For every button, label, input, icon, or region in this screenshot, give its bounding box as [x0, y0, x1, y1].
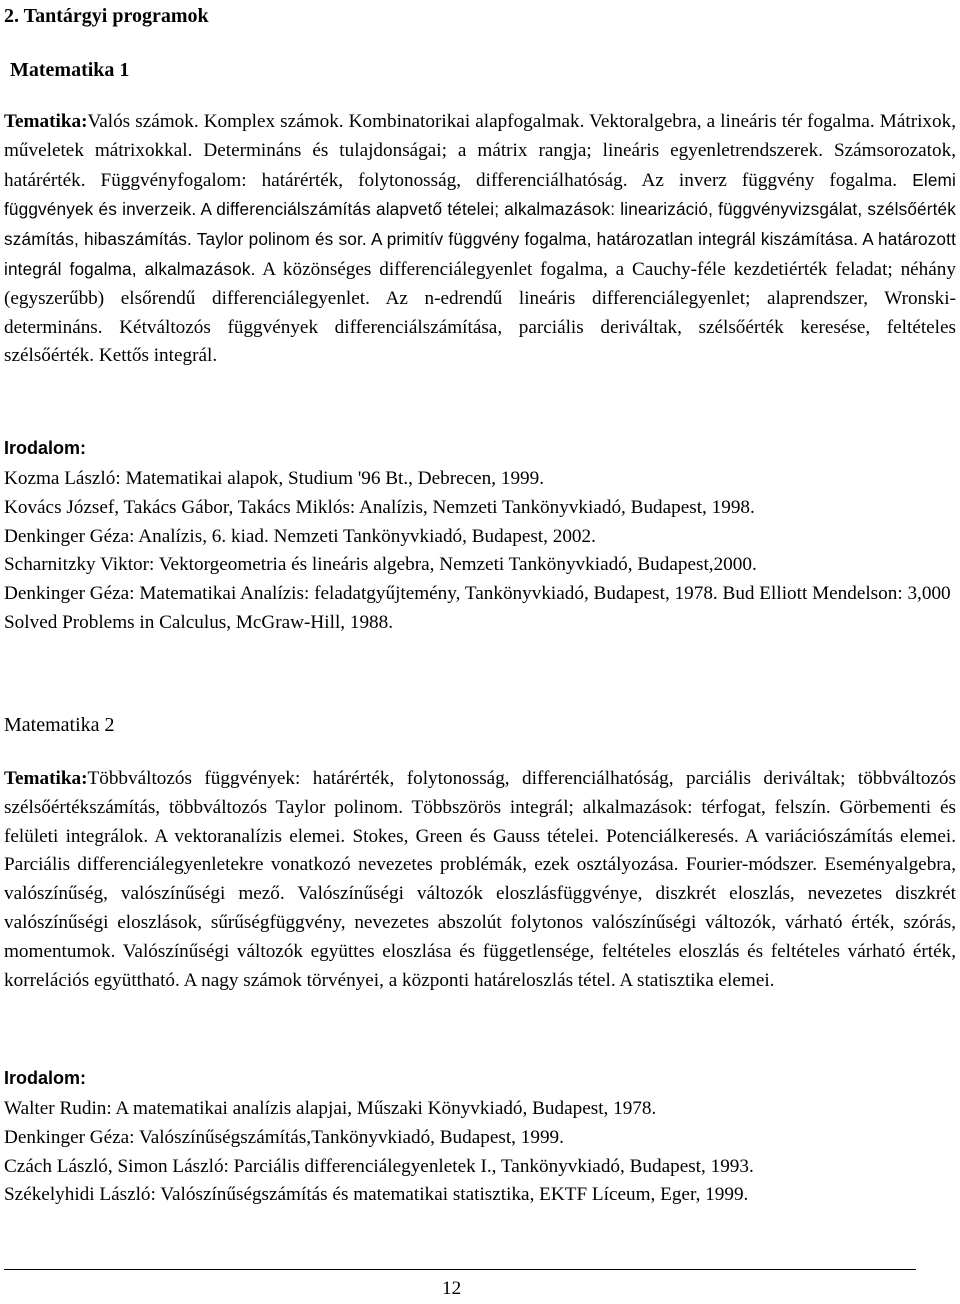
reference-item: Denkinger Géza: Analízis, 6. kiad. Nemzeti Tankönyvkiadó, Budapest, 2002.	[4, 525, 596, 547]
footer-divider	[4, 1269, 916, 1270]
course2-title: Matematika 2	[4, 714, 115, 736]
course1-reference-list	[4, 465, 956, 638]
reference-item: Czách László, Simon László: Parciális differenciálegyenletek I., Tankönyvkiadó, Budapest, 1993.	[4, 1155, 754, 1177]
course1-title: Matematika 1	[10, 59, 130, 81]
reference-item: Denkinger Géza: Matematikai Analízis: feladatgyűjtemény, Tankönyvkiadó, Budapest, 1978. Bud Elliott Mendelson: 3,000 Solved Problems in Calculus, McGraw-Hill, 1988.	[4, 583, 951, 633]
reference-item: Kozma László: Matematikai alapok, Studium '96 Bt., Debrecen, 1999.	[4, 468, 545, 489]
course1-tematika-label: Tematika:	[4, 111, 88, 132]
course1-irodalom-label: Irodalom:	[4, 438, 87, 458]
course2-irodalom-label: Irodalom:	[4, 1068, 87, 1088]
course1-tematika	[4, 108, 956, 371]
reference-item: Denkinger Géza: Valószínűségszámítás,Tankönyvkiadó, Budapest, 1999.	[4, 1126, 564, 1148]
course2-tematika-label: Tematika:	[4, 768, 88, 789]
section-title: 2. Tantárgyi programok	[4, 5, 209, 27]
reference-item: Scharnitzky Viktor: Vektorgeometria és lineáris algebra, Nemzeti Tankönyvkiadó, Budapest,2000.	[4, 554, 757, 576]
course2-reference-list	[4, 1095, 956, 1210]
course2-tematika-text: Többváltozós függvények: határérték, folytonosság, differenciálhatóság, parciális deriváltak; többváltozós szélsőértékszámítás, többváltozós Taylor polinom. Többszörös integrál; alkalmazások: térfogat, felszín. Görbementi és felületi integrálok. A vektoranalízis elemei. Stokes, Green és Gauss tételei. Potenciálkeresés. A variációszámítás elemei. Parciális differenciálegyenletekre vonatkozó nevezetes problémák, ezek osztályozása. Fourier-módszer. Eseményalgebra, valószínűség, valószínűségi mező. Valószínűségi változók eloszlásfüggvénye, diszkrét eloszlás, nevezetes diszkrét valószínűségi eloszlások, sűrűségfüggvény, nevezetes abszolút folytonos valószínűségi változók, várható érték, szórás, momentumok. Valószínűségi változók együttes eloszlása és függetlensége, feltételes eloszlás és feltételes várható érték, korrelációs együttható. A nagy számok törvényei, a központi határeloszlás tétel. A statisztika elemei.	[4, 768, 956, 991]
course1-tematika-text-part1: Valós számok. Komplex számok. Kombinatorikai alapfogalmak. Vektoralgebra, a lineáris tér fogalma. Mátrixok, műveletek mátrixokkal. Determináns és tulajdonságai; a mátrix rangja; lineáris egyenletrendszerek. Számsorozatok, határérték. Függvényfogalom: határérték, folytonosság, differenciálhatóság. Az inverz függvény fogalma.	[4, 111, 956, 191]
reference-item: Walter Rudin: A matematikai analízis alapjai, Műszaki Könyvkiadó, Budapest, 1978.	[4, 1098, 657, 1119]
course1-tematika-text-part2: Elemi függvények és inverzeik. A differenciálszámítás alapvető tételei; alkalmazások: linearizáció, függvényvizsgálat, szélsőérték számítás, hibaszámítás. Taylor polinom és sor. A primitív függvény fogalma, határozatlan integrál kiszámítása. A határozott integrál fogalma, alkalmazások.	[4, 169, 956, 279]
course2-tematika	[4, 765, 956, 995]
reference-item: Kovács József, Takács Gábor, Takács Miklós: Analízis, Nemzeti Tankönyvkiadó, Budapest, 1998.	[4, 496, 755, 518]
reference-item: Székelyhidi László: Valószínűségszámítás és matematikai statisztika, EKTF Líceum, Eger, 1999.	[4, 1184, 749, 1206]
course1-tematika-text-part3: A közönséges differenciálegyenlet fogalma, a Cauchy-féle kezdetiérték feladat; néhány (egyszerűbb) elsőrendű differenciálegyenlet. Az n-edrendű lineáris differenciálegyenlet; alaprendszer, Wronski-determináns. Kétváltozós függvények differenciálszámítása, parciális deriváltak, szélsőérték keresése, feltételes szélsőérték. Kettős integrál.	[4, 258, 956, 367]
page-number: 12	[442, 1278, 462, 1299]
